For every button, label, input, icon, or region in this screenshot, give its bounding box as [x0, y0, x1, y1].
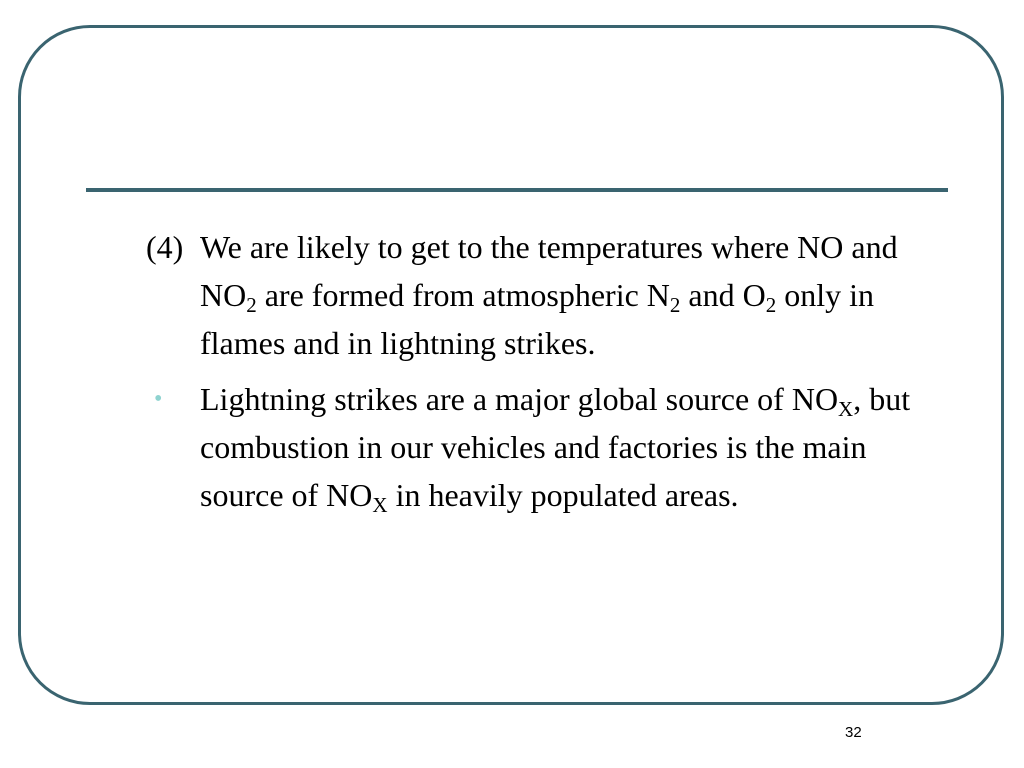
title-divider [86, 188, 948, 192]
text-part: Lightning strikes are a major global source of NO [200, 381, 839, 417]
text-part: We are likely to get to the temperatures where NO and NO [200, 229, 898, 313]
text-part: only in flames and in lightning strikes. [200, 277, 874, 361]
numbered-item-4 [146, 223, 946, 367]
subscript: X [372, 493, 388, 517]
text-part: in heavily populated areas. [387, 477, 739, 513]
subscript: 2 [246, 293, 257, 317]
subscript: X [838, 397, 854, 421]
item-text [200, 223, 946, 367]
item-number: (4) [146, 229, 184, 265]
subscript: 2 [765, 293, 777, 317]
text-part: and O [680, 277, 766, 313]
subscript: 2 [669, 293, 681, 317]
text-part: , but combustion in our vehicles and factories is the main source of NO [200, 381, 911, 513]
slide-content [146, 223, 946, 527]
text-part: are formed from atmospheric N [256, 277, 670, 313]
bullet-icon: • [154, 386, 163, 412]
bullet-item [146, 375, 946, 519]
page-number: 32 [845, 724, 862, 741]
item-text [200, 375, 946, 519]
